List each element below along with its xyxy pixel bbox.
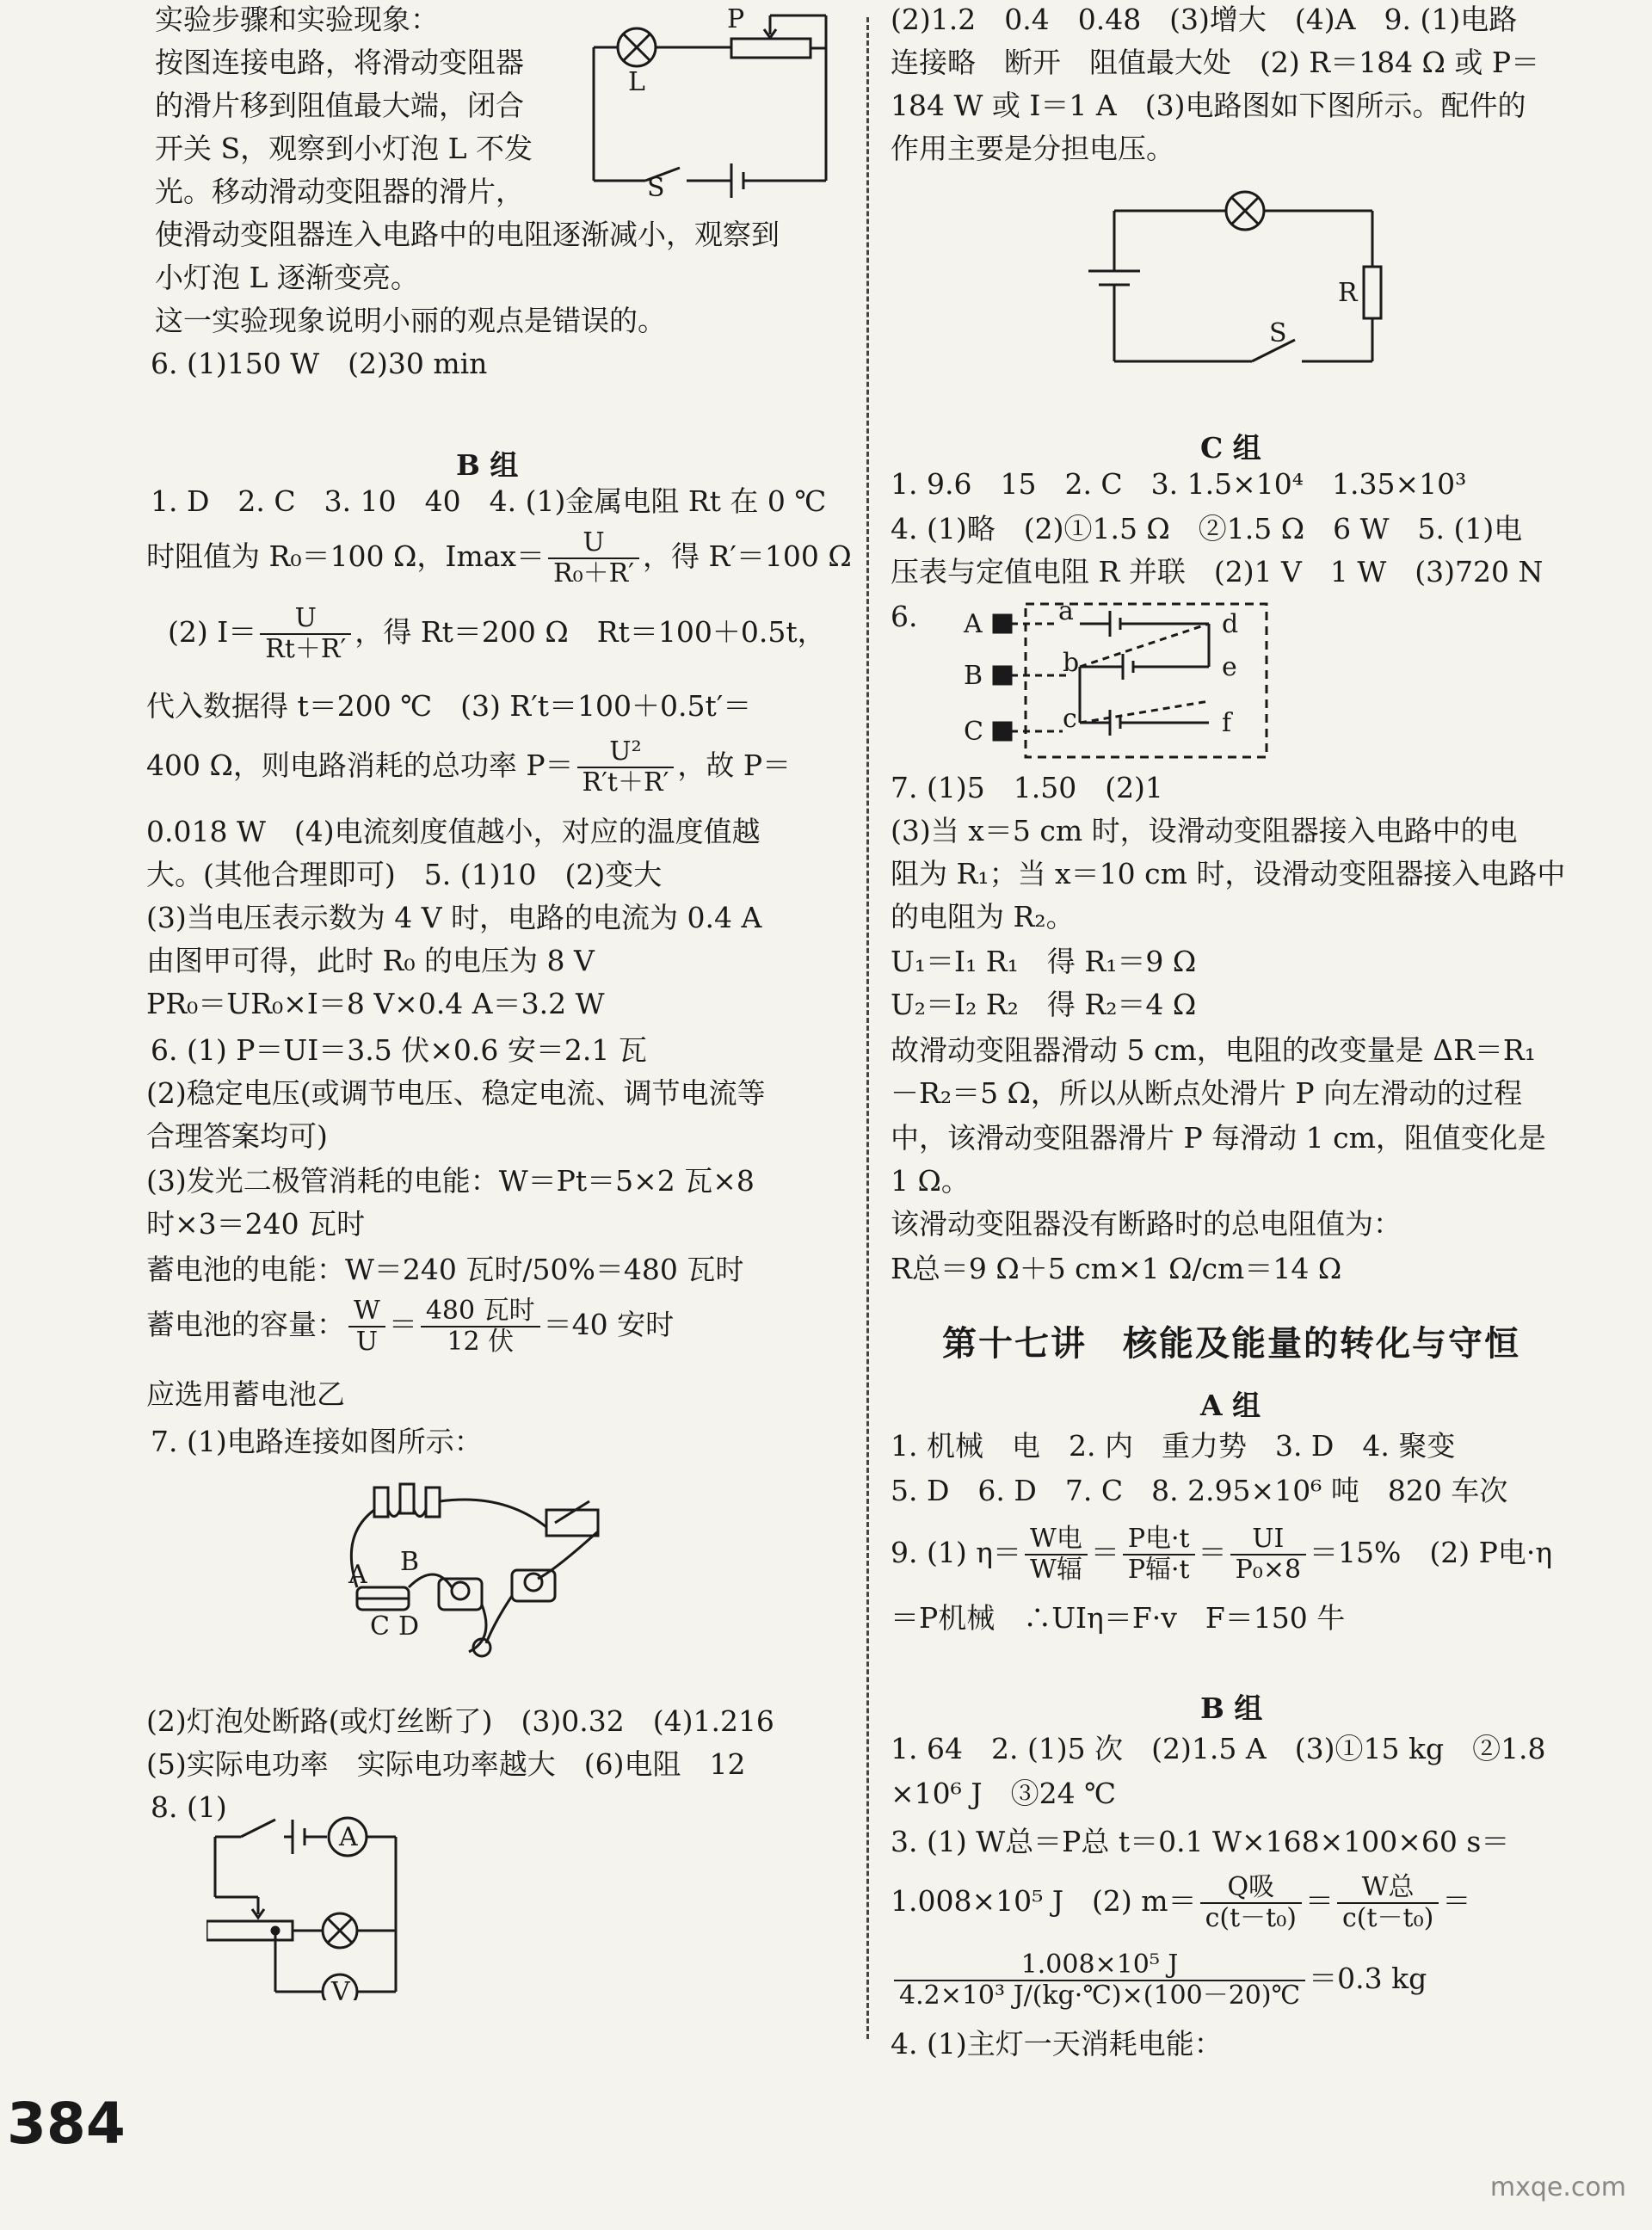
text-line: 连接略 断开 阻值最大处 (2) R＝184 Ω 或 P＝ bbox=[891, 46, 1540, 79]
text-span: ，得 Rt＝200 Ω Rt＝100＋0.5t， bbox=[354, 615, 826, 649]
section-title-b2: B 组 bbox=[1200, 1691, 1263, 1725]
text-span: ＝ bbox=[1442, 1884, 1471, 1918]
label-ammeter: A bbox=[339, 1822, 358, 1852]
fraction bbox=[894, 1950, 1305, 2011]
text-line: 7. (1)5 1.50 (2)1 bbox=[891, 771, 1163, 804]
text-span: 400 Ω，则电路消耗的总功率 P＝ bbox=[146, 748, 574, 782]
text-span: ＝40 安时 bbox=[543, 1308, 675, 1341]
denominator: W辐 bbox=[1029, 1555, 1082, 1585]
equation-line: 9. (1) η＝ $\frac{\text{W电}}{\text{W辐}}$ ＝ $\frac{\text{P电·t}}{\text{P辐·t}}$ ＝ $\frac{UI}{\text{P₀×8}}$ ＝15% (2) P电·η bbox=[891, 1524, 1553, 1585]
text-line: 该滑动变阻器没有断路时的总电阻值为： bbox=[891, 1207, 1402, 1241]
fraction bbox=[260, 604, 351, 664]
text-line: 合理答案均可) bbox=[146, 1119, 328, 1153]
label-s: S bbox=[647, 173, 665, 198]
denominator: P辐·t bbox=[1127, 1555, 1190, 1585]
text-span: (2) I＝ bbox=[168, 615, 257, 649]
fraction bbox=[421, 1297, 540, 1357]
fraction bbox=[1230, 1525, 1306, 1585]
terminal-c bbox=[994, 723, 1011, 740]
text-span: 蓄电池的容量： bbox=[146, 1308, 345, 1341]
text-line: 4. (1)主灯一天消耗电能： bbox=[891, 2027, 1223, 2061]
text-line: PR₀＝UR₀×I＝8 V×0.4 A＝3.2 W bbox=[146, 987, 605, 1020]
label-r: R bbox=[1338, 278, 1358, 308]
label-l: L bbox=[628, 67, 645, 97]
label-voltmeter: V bbox=[331, 1977, 350, 2000]
text-span: 9. (1) η＝ bbox=[891, 1536, 1021, 1569]
numerator: W bbox=[348, 1297, 385, 1328]
page-number: 384 bbox=[7, 2091, 126, 2157]
fraction bbox=[548, 528, 639, 588]
text-line: 1. 64 2. (1)5 次 (2)1.5 A (3)①15 kg ②1.8 bbox=[891, 1732, 1546, 1765]
text-line: 由图甲可得，此时 R₀ 的电压为 8 V bbox=[146, 944, 595, 977]
numerator: U² bbox=[577, 737, 675, 768]
text-line: 5. D 6. D 7. C 8. 2.95×10⁶ 吨 820 车次 bbox=[891, 1474, 1508, 1507]
equation-line bbox=[146, 1295, 674, 1357]
text-line: R总＝9 Ω＋5 cm×1 Ω/cm＝14 Ω bbox=[891, 1252, 1342, 1285]
text-line: 应选用蓄电池乙 bbox=[146, 1377, 345, 1411]
watermark-text: mxqe.com bbox=[1489, 2172, 1626, 2202]
label-p: P bbox=[727, 4, 745, 34]
denominator: U bbox=[355, 1327, 379, 1357]
terminal-a bbox=[994, 615, 1011, 632]
text-line: (2)稳定电压(或调节电压、稳定电流、调节电流等 bbox=[146, 1076, 766, 1110]
circuit-diagram-lamp-rheostat bbox=[576, 0, 843, 198]
numerator: U bbox=[548, 528, 639, 559]
text-line: 压表与定值电阻 R 并联 (2)1 V 1 W (3)720 N bbox=[891, 555, 1544, 588]
equation-line bbox=[146, 736, 791, 798]
text-span: 1.008×10⁵ J (2) m＝ bbox=[891, 1884, 1197, 1918]
node-label-c: c bbox=[1063, 704, 1077, 734]
node-label-a: a bbox=[1058, 596, 1074, 626]
text-line: 作用主要是分担电压。 bbox=[891, 132, 1174, 165]
text-line: 故滑动变阻器滑动 5 cm，电阻的改变量是 ΔR＝R₁ bbox=[891, 1033, 1536, 1067]
switch-component bbox=[546, 1510, 598, 1536]
numerator: 1.008×10⁵ J bbox=[894, 1950, 1305, 1981]
text-line: U₂＝I₂ R₂ 得 R₂＝4 Ω bbox=[891, 988, 1197, 1021]
text-line: 1. 9.6 15 2. C 3. 1.5×10⁴ 1.35×10³ bbox=[891, 467, 1467, 501]
battery-cell bbox=[374, 1488, 388, 1517]
terminal-label-a: A bbox=[964, 609, 983, 639]
text-span: ，故 P＝ bbox=[677, 748, 792, 782]
battery-cell bbox=[426, 1488, 440, 1517]
text-line: 阻为 R₁；当 x＝10 cm 时，设滑动变阻器接入电路中 bbox=[891, 857, 1566, 890]
text-line: 1 Ω。 bbox=[891, 1164, 970, 1198]
text-line: 按图连接电路，将滑动变阻器 bbox=[155, 46, 524, 79]
text-line: 7. (1)电路连接如图所示： bbox=[151, 1425, 483, 1458]
text-line: 8. (1) bbox=[151, 1790, 227, 1824]
section-title-c: C 组 bbox=[1200, 431, 1261, 465]
text-line: 实验步骤和实验现象： bbox=[155, 3, 439, 36]
text-line: 中，该滑动变阻器滑片 P 每滑动 1 cm，阻值变化是 bbox=[891, 1121, 1546, 1155]
denominator: R′t＋R′ bbox=[582, 767, 669, 798]
text-line: (3)当 x＝5 cm 时，设滑动变阻器接入电路中的电 bbox=[891, 814, 1518, 847]
column-divider bbox=[866, 17, 869, 2039]
text-line: (3)发光二极管消耗的电能：W＝Pt＝5×2 瓦×8 bbox=[146, 1164, 755, 1198]
text-span: ＝15% (2) P电·η bbox=[1310, 1536, 1553, 1569]
text-span: ＝ bbox=[388, 1308, 417, 1341]
text-line: 使滑动变阻器连入电路中的电阻逐渐减小，观察到 bbox=[155, 218, 780, 251]
text-line: 6. (1) P＝UI＝3.5 伏×0.6 安＝2.1 瓦 bbox=[151, 1033, 647, 1067]
switch-symbol bbox=[241, 1820, 275, 1837]
physical-circuit-illustration bbox=[331, 1475, 658, 1665]
circuit-diagram-ammeter-voltmeter bbox=[206, 1794, 465, 2000]
black-box-diagram bbox=[925, 594, 1286, 766]
text-line: 光。移动滑动变阻器的滑片， bbox=[155, 175, 524, 208]
answer-line: 6. (1)150 W (2)30 min bbox=[151, 347, 488, 380]
node-label-f: f bbox=[1222, 708, 1232, 738]
text-line: 3. (1) W总＝P总 t＝0.1 W×168×100×60 s＝ bbox=[891, 1825, 1510, 1858]
label-a: A bbox=[348, 1560, 367, 1590]
fraction bbox=[1123, 1525, 1195, 1585]
numerator: W电 bbox=[1025, 1525, 1088, 1555]
battery-cell bbox=[400, 1484, 414, 1513]
equation-line bbox=[168, 602, 826, 664]
node-label-d: d bbox=[1222, 609, 1239, 639]
text-line: 这一实验现象说明小丽的观点是错误的。 bbox=[155, 304, 666, 337]
resistor-symbol bbox=[1364, 267, 1381, 318]
text-line: 小灯泡 L 逐渐变亮。 bbox=[155, 261, 419, 294]
terminal-label-c: C bbox=[964, 717, 983, 747]
label-d: D bbox=[398, 1611, 420, 1642]
denominator: R₀＋R′ bbox=[553, 558, 635, 588]
denominator: 12 伏 bbox=[447, 1327, 515, 1357]
text-line: 1. D 2. C 3. 10 40 4. (1)金属电阻 Rt 在 0 ℃ bbox=[151, 484, 827, 518]
text-span: 时阻值为 R₀＝100 Ω，Imax＝ bbox=[146, 539, 546, 573]
text-span: ＝0.3 kg bbox=[1309, 1962, 1427, 1995]
numerator: 480 瓦时 bbox=[421, 1297, 540, 1328]
denominator: Rt＋R′ bbox=[265, 634, 347, 664]
text-line: 1. 机械 电 2. 内 重力势 3. D 4. 聚变 bbox=[891, 1429, 1456, 1463]
text-line: (5)实际电功率 实际电功率越大 (6)电阻 12 bbox=[146, 1747, 746, 1781]
terminal-b bbox=[994, 667, 1011, 684]
denominator: P₀×8 bbox=[1235, 1555, 1302, 1585]
terminal-label-b: B bbox=[964, 661, 983, 691]
denominator: c(t－t₀) bbox=[1205, 1903, 1297, 1933]
label-b: B bbox=[400, 1547, 420, 1577]
rheostat-symbol bbox=[731, 39, 811, 58]
text-line: －R₂＝5 Ω，所以从断点处滑片 P 向左滑动的过程 bbox=[891, 1076, 1523, 1110]
text-line: 大。(其他合理即可) 5. (1)10 (2)变大 bbox=[146, 858, 663, 891]
section-title-b: B 组 bbox=[456, 448, 519, 482]
text-line: 开关 S，观察到小灯泡 L 不发 bbox=[155, 132, 533, 165]
denominator: 4.2×10³ J/(kg·℃)×(100－20)℃ bbox=[899, 1981, 1301, 2011]
node-label-e: e bbox=[1222, 652, 1237, 682]
fraction bbox=[1200, 1873, 1302, 1933]
fraction bbox=[1337, 1873, 1439, 1933]
text-line: 的电阻为 R₂。 bbox=[891, 900, 1075, 933]
numerator: UI bbox=[1230, 1525, 1306, 1555]
equation-line: 1.008×10⁵ J (2) m＝ $\frac{\text{Q吸}}{\text{c(t－t₀)}}$ ＝ $\frac{\text{W总}}{\text{c(t－t₀)}}$ ＝ bbox=[891, 1872, 1471, 1933]
text-line: 代入数据得 t＝200 ℃ (3) R′t＝100＋0.5t′＝ bbox=[146, 689, 752, 723]
text-line: (3)当电压表示数为 4 V 时，电路的电流为 0.4 A bbox=[146, 901, 762, 934]
text-line: ＝P机械 ∴UIη＝F·v F＝150 牛 bbox=[891, 1601, 1346, 1635]
text-line: U₁＝I₁ R₁ 得 R₁＝9 Ω bbox=[891, 945, 1197, 978]
text-line: (2)灯泡处断路(或灯丝断了) (3)0.32 (4)1.216 bbox=[146, 1704, 774, 1738]
node-label-b: b bbox=[1063, 648, 1080, 678]
numerator: U bbox=[260, 604, 351, 635]
equation-line bbox=[891, 1949, 1427, 2011]
label-s: S bbox=[1269, 318, 1287, 348]
lecture-title: 第十七讲 核能及能量的转化与守恒 bbox=[942, 1323, 1520, 1364]
denominator: c(t－t₀) bbox=[1341, 1903, 1434, 1933]
fraction bbox=[1025, 1525, 1088, 1585]
text-line: 的滑片移到阻值最大端，闭合 bbox=[155, 89, 524, 122]
text-line: 0.018 W (4)电流刻度值越小，对应的温度值越 bbox=[146, 815, 761, 848]
text-line: (2)1.2 0.4 0.48 (3)增大 (4)A 9. (1)电路 bbox=[891, 3, 1518, 36]
text-line: 时×3＝240 瓦时 bbox=[146, 1207, 366, 1241]
text-line: 6. bbox=[891, 600, 918, 633]
text-line: 蓄电池的电能：W＝240 瓦时/50%＝480 瓦时 bbox=[146, 1253, 744, 1286]
text-line: ×10⁶ J ③24 ℃ bbox=[891, 1777, 1116, 1810]
numerator: Q吸 bbox=[1200, 1873, 1302, 1904]
fraction bbox=[577, 737, 675, 798]
fraction bbox=[348, 1297, 385, 1357]
text-span: ，得 R′＝100 Ω bbox=[643, 539, 852, 573]
label-c: C bbox=[370, 1611, 390, 1642]
section-title-a: A 组 bbox=[1200, 1389, 1261, 1422]
text-line: 184 W 或 I＝1 A (3)电路图如下图所示。配件的 bbox=[891, 89, 1526, 122]
circuit-diagram-lamp-resistor bbox=[1080, 185, 1390, 383]
equation-line bbox=[146, 527, 852, 588]
numerator: P电·t bbox=[1123, 1525, 1195, 1555]
text-line: 4. (1)略 (2)①1.5 Ω ②1.5 Ω 6 W 5. (1)电 bbox=[891, 512, 1523, 545]
numerator: W总 bbox=[1337, 1873, 1439, 1904]
